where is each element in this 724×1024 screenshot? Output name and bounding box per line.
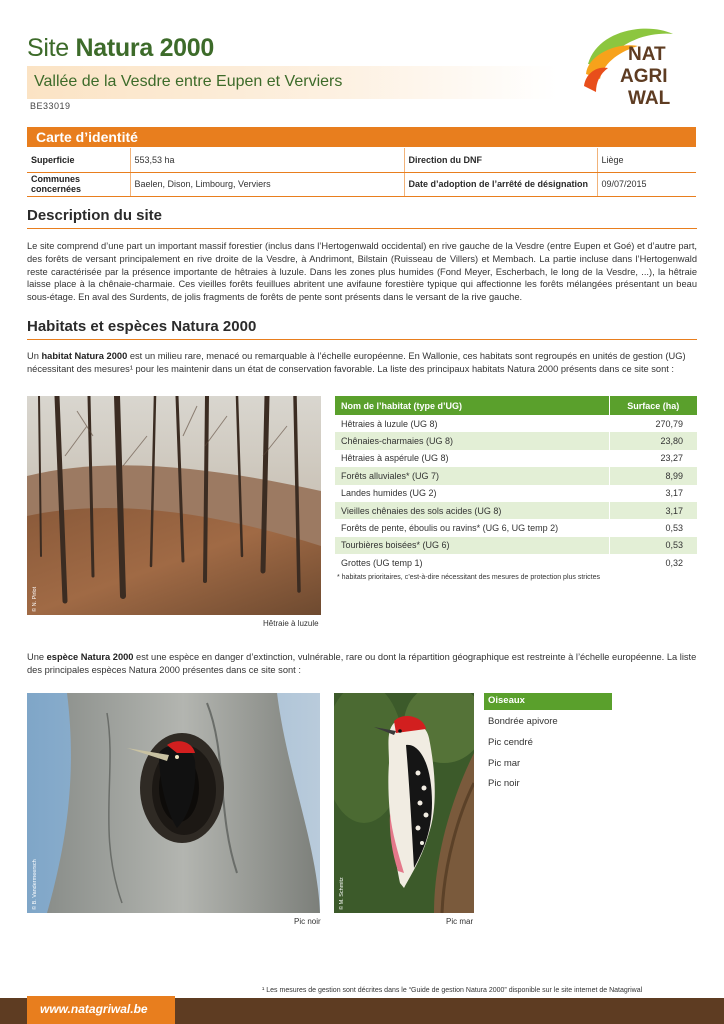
middle-woodpecker-photo bbox=[334, 693, 474, 913]
habitats-rule bbox=[27, 339, 697, 340]
title-bold: Natura 2000 bbox=[75, 34, 214, 62]
identity-label: Direction du DNF bbox=[404, 148, 597, 172]
habitat-surface: 270,79 bbox=[609, 415, 697, 432]
habitats-intro-post: est un milieu rare, menacé ou remarquable à l’échelle européenne. En Wallonie, ces habitats sont regroupés en unités de gestion (UG) nécessitant des mesures¹ pour les maintenir dans un état de conservation favorable. La liste des principaux habitats Natura 2000 présents dans ce site sont : bbox=[27, 351, 686, 374]
habitat-surface: 0,32 bbox=[609, 554, 697, 571]
list-item: Pic noir bbox=[488, 778, 520, 789]
habitat-name: Grottes (UG temp 1) bbox=[335, 554, 609, 571]
identity-value: Liège bbox=[597, 148, 696, 172]
list-item: Pic mar bbox=[488, 758, 521, 769]
habitat-surface: 23,27 bbox=[609, 450, 697, 467]
footnote: ¹ Les mesures de gestion sont décrites dans le “Guide de gestion Natura 2000” disponible sur le site internet de Natagriwal bbox=[262, 987, 643, 994]
habitat-surface: 3,17 bbox=[609, 502, 697, 519]
table-row bbox=[335, 537, 697, 554]
identity-label: Superficie bbox=[27, 148, 130, 172]
forest-photo bbox=[27, 396, 321, 615]
description-title: Description du site bbox=[27, 207, 163, 224]
identity-label: Communes concernées bbox=[27, 172, 130, 196]
species-group-title: Oiseaux bbox=[488, 695, 525, 706]
black-woodpecker-caption: Pic noir bbox=[294, 917, 321, 926]
page-title bbox=[27, 34, 214, 63]
description-text: Le site comprend d’une part un important massif forestier (inclus dans l’Hertogenwald occidental) en rive gauche de la Vesdre (entre Eupen et Goé) et d’autre part, des forêts de versant principalement en rive droite de la Vesdre, à Andrimont, Bilstain (Ruisseau de Villers) et Membach. La partie incluse dans l’Hertogenwald reste caractérisée par la présence importante de hêtraies à luzule. Dans les zones plus humides (Fond Meyer, Escherbach, le long de la Vesdre, ...), la hêtraie laisse place à la chênaie-charmaie. Ces vieilles forêts feuillues abritent une avifaune forestière typique qui affectionne les forêts mélangées présentant un beau sous-étage. En aval des Surdents, de jolis fragments de forêts de pente sont présents dans le versant de la rive gauche. bbox=[27, 241, 697, 303]
habitat-name: Tourbières boisées* (UG 6) bbox=[335, 537, 609, 554]
table-row bbox=[335, 415, 697, 432]
logo-line-nat: NAT bbox=[628, 44, 666, 65]
habitats-intro-pre: Un bbox=[27, 351, 42, 361]
table-row bbox=[335, 467, 697, 484]
table-row bbox=[335, 519, 697, 536]
website-link[interactable]: www.natagriwal.be bbox=[40, 1002, 148, 1016]
habitat-name: Chênaies-charmaies (UG 8) bbox=[335, 432, 609, 449]
table-row bbox=[335, 554, 697, 571]
forest-photo-credit: © N. Pirlot bbox=[32, 586, 38, 612]
habitats-table-header bbox=[335, 396, 697, 415]
title-prefix: Site bbox=[27, 34, 69, 62]
page-subtitle: Vallée de la Vesdre entre Eupen et Verviers bbox=[34, 73, 343, 90]
species-intro-pre: Une bbox=[27, 652, 47, 662]
table-row bbox=[335, 485, 697, 502]
identity-table bbox=[27, 148, 696, 197]
table-row bbox=[335, 502, 697, 519]
middle-woodpecker-caption: Pic mar bbox=[446, 917, 474, 926]
identity-title: Carte d’identité bbox=[36, 129, 138, 145]
habitat-surface: 0,53 bbox=[609, 519, 697, 536]
logo-line-agri: AGRI bbox=[620, 66, 668, 87]
species-intro-post: est une espèce en danger d’extinction, vulnérable, rare ou dont la répartition géographique est restreinte à l’échelle européenne. La liste des principales espèces Natura 2000 présentes dans ce site sont : bbox=[27, 652, 697, 675]
black-woodpecker-credit: © B. Vandermeersch bbox=[32, 859, 38, 910]
habitat-name: Forêts de pente, éboulis ou ravins* (UG 6, UG temp 2) bbox=[335, 519, 609, 536]
site-code: BE33019 bbox=[30, 101, 71, 111]
habitats-intro bbox=[27, 350, 697, 376]
middle-woodpecker-credit: © M. Schmitz bbox=[339, 877, 345, 910]
description-rule bbox=[27, 228, 697, 229]
habitat-name: Vieilles chênaies des sols acides (UG 8) bbox=[335, 502, 609, 519]
habitats-title: Habitats et espèces Natura 2000 bbox=[27, 318, 257, 335]
habitat-surface-header: Surface (ha) bbox=[609, 396, 697, 415]
list-item: Pic cendré bbox=[488, 737, 533, 748]
table-row bbox=[335, 432, 697, 449]
habitats-table bbox=[335, 396, 697, 572]
habitat-surface: 3,17 bbox=[609, 485, 697, 502]
habitat-surface: 0,53 bbox=[609, 537, 697, 554]
forest-photo-caption: Hêtraie à luzule bbox=[263, 619, 319, 628]
table-row bbox=[335, 450, 697, 467]
habitats-intro-bold: habitat Natura 2000 bbox=[41, 351, 128, 361]
identity-value: Baelen, Dison, Limbourg, Verviers bbox=[130, 172, 404, 196]
habitat-name-header: Nom de l’habitat (type d’UG) bbox=[335, 396, 609, 415]
identity-value: 553,53 ha bbox=[130, 148, 404, 172]
habitat-name: Hêtraies à luzule (UG 8) bbox=[335, 415, 609, 432]
logo-line-wal: WAL bbox=[628, 88, 671, 109]
natagriwal-logo bbox=[578, 24, 700, 116]
habitat-surface: 23,80 bbox=[609, 432, 697, 449]
identity-row bbox=[27, 148, 696, 172]
habitats-note: * habitats prioritaires, c’est-à-dire nécessitant des mesures de protection plus strictes bbox=[337, 574, 601, 581]
identity-row bbox=[27, 172, 696, 196]
habitat-name: Landes humides (UG 2) bbox=[335, 485, 609, 502]
list-item: Bondrée apivore bbox=[488, 716, 558, 727]
identity-value: 09/07/2015 bbox=[597, 172, 696, 196]
habitat-name: Forêts alluviales* (UG 7) bbox=[335, 467, 609, 484]
species-intro bbox=[27, 651, 697, 677]
habitat-surface: 8,99 bbox=[609, 467, 697, 484]
identity-label: Date d’adoption de l’arrêté de désignation bbox=[404, 172, 597, 196]
black-woodpecker-photo bbox=[27, 693, 320, 913]
habitat-name: Hêtraies à aspérule (UG 8) bbox=[335, 450, 609, 467]
species-intro-bold: espèce Natura 2000 bbox=[46, 652, 134, 662]
